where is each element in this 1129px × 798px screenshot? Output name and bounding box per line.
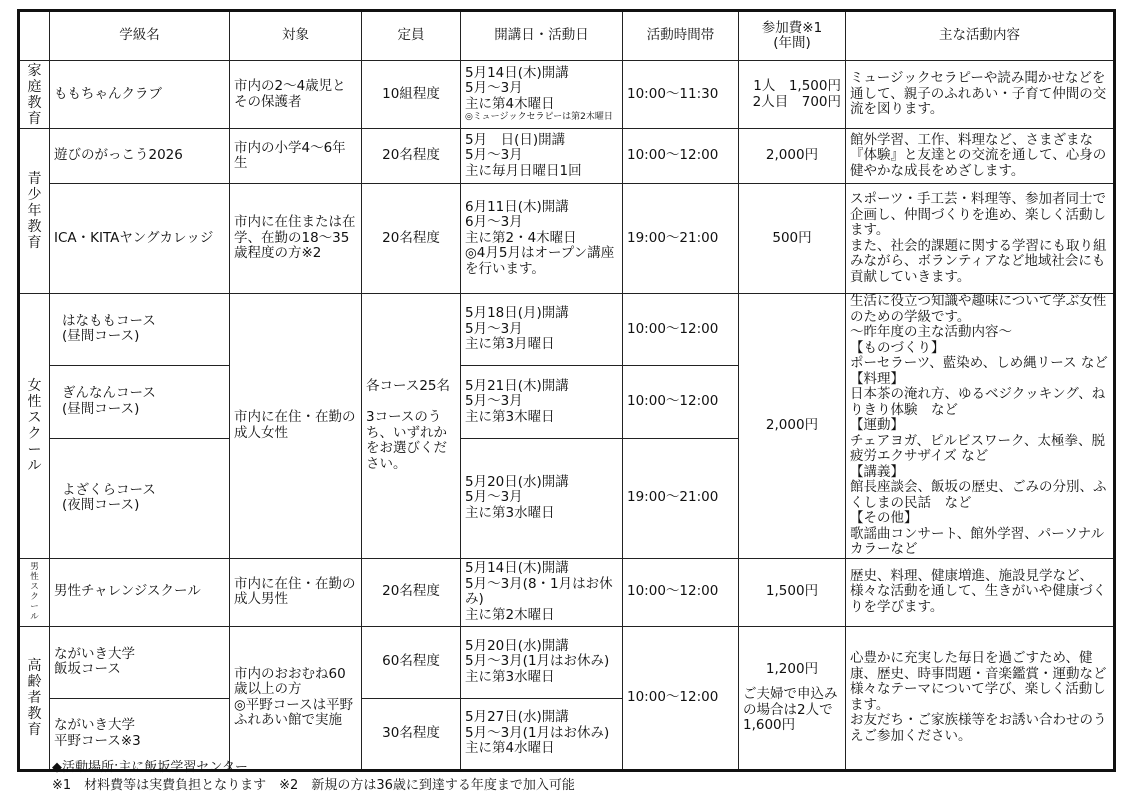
course-capacity: 20名程度 <box>362 129 461 184</box>
course-name: よざくらコース (夜間コース) <box>50 438 230 558</box>
course-time: 10:00～12:00 <box>623 365 739 438</box>
course-capacity: 20名程度 <box>362 184 461 294</box>
dates-text: 5月14日(木)開講 5月～3月 主に第4木曜日 <box>465 64 569 112</box>
course-name: 遊びのがっこう2026 <box>50 129 230 184</box>
course-name: ICA・KITAヤングカレッジ <box>50 184 230 294</box>
header-row <box>19 11 1115 61</box>
course-target: 市内に在住・在勤の成人男性 <box>230 558 362 626</box>
course-dates: 5月21日(木)開講 5月～3月 主に第3木曜日 <box>461 365 623 438</box>
header-name: 学級名 <box>50 11 230 61</box>
category-women: 女 性 ス ク ー ル <box>19 294 50 559</box>
course-name: ながいき大学 平野コース※3 <box>50 698 230 770</box>
table-row <box>19 294 1115 366</box>
course-time: 19:00～21:00 <box>623 184 739 294</box>
table-row <box>19 61 1115 129</box>
course-dates: 5月20日(水)開講 5月～3月(1月はお休み) 主に第3水曜日 <box>461 626 623 698</box>
course-content: ミュージックセラピーや読み聞かせなどを通して、親子のふれあい・子育て仲間の交流を図ります。 <box>846 61 1115 129</box>
course-target: 市内の小学4～6年生 <box>230 129 362 184</box>
header-dates: 開講日・活動日 <box>461 11 623 61</box>
course-capacity: 30名程度 <box>362 698 461 770</box>
footer-location: ◆活動場所:主に飯坂学習センター <box>52 760 248 775</box>
course-time: 10:00～12:00 <box>623 294 739 366</box>
course-name: 男性チャレンジスクール <box>50 558 230 626</box>
course-fee: 1,500円 <box>739 558 846 626</box>
table-row <box>19 558 1115 626</box>
course-target: 市内に在住・在勤の成人女性 <box>230 294 362 559</box>
course-capacity: 各コース25名 3コースのうち、いずれかをお選びください。 <box>362 294 461 559</box>
footer-notes: ※1 材料費等は実費負担となります ※2 新規の方は36歳に到達する年度まで加入可能 <box>52 778 575 793</box>
course-capacity: 20名程度 <box>362 558 461 626</box>
course-time: 10:00～12:00 <box>623 626 739 770</box>
course-capacity: 10組程度 <box>362 61 461 129</box>
course-content: 心豊かに充実した毎日を過ごすため、健康、歴史、時事問題・音楽鑑賞・運動など様々なテーマについて学び、楽しく活動します。 お友だち・ご家族様等をお誘い合わせのうえご参加ください。 <box>846 626 1115 770</box>
course-name: ももちゃんクラブ <box>50 61 230 129</box>
course-content: 生活に役立つ知識や趣味について学ぶ女性のための学級です。 ～昨年度の主な活動内容～ 【ものづくり】 ポーセラーツ、藍染め、しめ縄リース など 【料理】 日本茶の淹れ方、ゆるベジクッキング、ねりきり体験 など 【運動】 チェアヨガ、ピルビスワーク、太極拳、脱疲労エクサザイズ など 【講義】 館長座談会、飯坂の歴史、ごみの分別、ふくしまの民話 など 【その他】 歌謡曲コンサート、館外学習、パーソナルカラーなど <box>846 294 1115 559</box>
header-content: 主な活動内容 <box>846 11 1115 61</box>
table-row <box>19 129 1115 184</box>
course-name: ながいき大学 飯坂コース <box>50 626 230 698</box>
course-capacity: 60名程度 <box>362 626 461 698</box>
course-target: 市内のおおむね60歳以上の方 ◎平野コースは平野ふれあい館で実施 <box>230 626 362 770</box>
course-dates: 5月 日(日)開講 5月～3月 主に毎月日曜日1回 <box>461 129 623 184</box>
fee-note: ご夫婦で申込みの場合は2人で1,600円 <box>743 686 838 733</box>
category-youth: 青 少 年 教 育 <box>19 129 50 294</box>
category-family: 家 庭 教 育 <box>19 61 50 129</box>
course-dates: 6月11日(木)開講 6月～3月 主に第2・4木曜日 ◎4月5月はオープン講座を行います。 <box>461 184 623 294</box>
table-row <box>19 184 1115 294</box>
header-target: 対象 <box>230 11 362 61</box>
course-content: 歴史、料理、健康増進、施設見学など、様々な活動を通して、生きがいや健康づくりを学びます。 <box>846 558 1115 626</box>
dates-note: ◎ミュージックセラピーは第2木曜日 <box>465 112 613 123</box>
course-name: はなももコース (昼間コース) <box>50 294 230 366</box>
course-time: 10:00～12:00 <box>623 558 739 626</box>
course-dates: 5月20日(水)開講 5月～3月 主に第3水曜日 <box>461 438 623 558</box>
course-time: 10:00～12:00 <box>623 129 739 184</box>
course-content: スポーツ・手工芸・料理等、参加者同士で企画し、仲間づくりを進め、楽しく活動します。 また、社会的課題に関する学習にも取り組みながら、ボランティアなど地域社会にも貢献していきます。 <box>846 184 1115 294</box>
course-time: 10:00～11:30 <box>623 61 739 129</box>
category-men: 男 性 ス ク ー ル <box>19 558 50 626</box>
fee-amount: 1,200円 <box>765 660 819 677</box>
header-capacity: 定員 <box>362 11 461 61</box>
course-dates <box>461 61 623 129</box>
category-elderly: 高 齢 者 教 育 <box>19 626 50 770</box>
course-fee: 500円 <box>739 184 846 294</box>
course-fee: 1人 1,500円 2人目 700円 <box>739 61 846 129</box>
course-time: 19:00～21:00 <box>623 438 739 558</box>
header-blank <box>19 11 50 61</box>
course-target: 市内の2～4歳児と その保護者 <box>230 61 362 129</box>
header-time: 活動時間帯 <box>623 11 739 61</box>
course-dates: 5月27日(水)開講 5月～3月(1月はお休み) 主に第4水曜日 <box>461 698 623 770</box>
table-row <box>19 626 1115 698</box>
course-dates: 5月14日(木)開講 5月～3月(8・1月はお休み) 主に第2木曜日 <box>461 558 623 626</box>
course-fee: 2,000円 <box>739 294 846 559</box>
course-target: 市内に在住または在学、在勤の18～35歳程度の方※2 <box>230 184 362 294</box>
course-name: ぎんなんコース (昼間コース) <box>50 365 230 438</box>
course-table <box>17 9 1116 772</box>
header-fee: 参加費※1 (年間) <box>739 11 846 61</box>
course-dates: 5月18日(月)開講 5月～3月 主に第3月曜日 <box>461 294 623 366</box>
course-fee: 2,000円 <box>739 129 846 184</box>
course-content: 館外学習、工作、料理など、さまざまな『体験』と友達との交流を通して、心身の健やかな成長をめざします。 <box>846 129 1115 184</box>
course-fee <box>739 626 846 770</box>
